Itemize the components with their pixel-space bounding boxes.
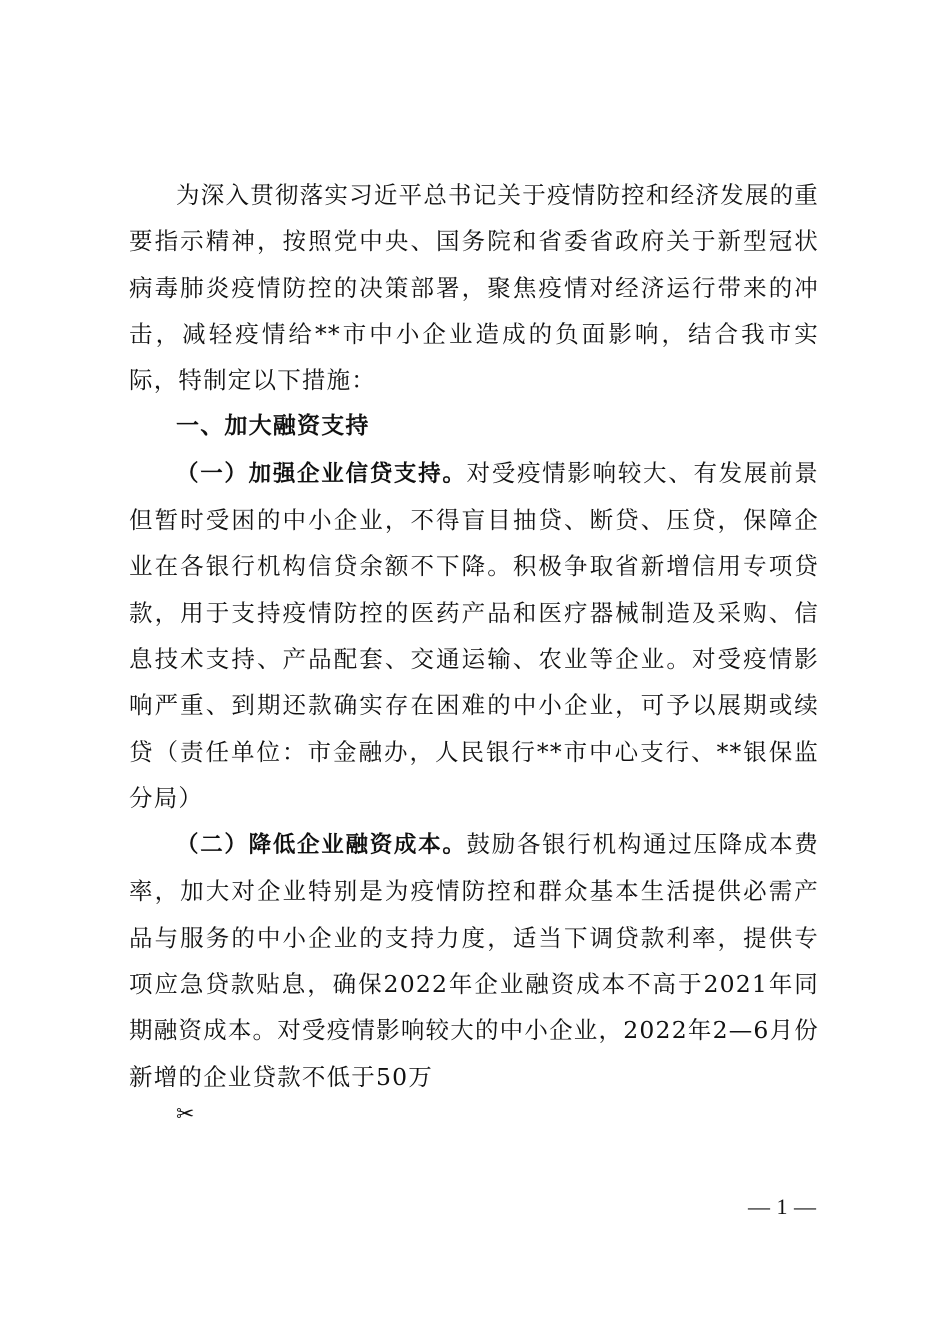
paragraph-item-1 [129, 450, 819, 821]
intro-paragraph: 为深入贯彻落实习近平总书记关于疫情防控和经济发展的重要指示精神，按照党中央、国务院和省委省政府关于新型冠状病毒肺炎疫情防控的决策部署，聚焦疫情对经济运行带来的冲击，减轻疫情给**市中小企业造成的负面影响，结合我市实际，特制定以下措施： [129, 181, 819, 395]
item-1-body: 对受疫情影响较大、有发展前景但暂时受困的中小企业，不得盲目抽贷、断贷、压贷，保障企业在各银行机构信贷余额不下降。积极争取省新增信用专项贷款，用于支持疫情防控的医药产品和医疗器械制造及采购、信息技术支持、产品配套、交通运输、农业等企业。对受疫情影响严重、到期还款确实存在困难的中小企业，可予以展期或续贷（责任单位：市金融办，人民银行**市中心支行、**银保监分局） [129, 458, 819, 812]
item-2-body: 鼓励各银行机构通过压降成本费率，加大对企业特别是为疫情防控和群众基本生活提供必需产品与服务的中小企业的支持力度，适当下调贷款利率，提供专项应急贷款贴息，确保2022年企业融资成本不高于2021年同期融资成本。对受疫情影响较大的中小企业，2022年2—6月份新增的企业贷款不低于50万 [129, 830, 819, 1091]
document-body [129, 172, 819, 1100]
section-heading: 一、加大融资支持 [176, 413, 370, 440]
item-1-title: （一）加强企业信贷支持。 [176, 460, 467, 487]
paragraph-item-2 [129, 821, 819, 1100]
scissors-icon: ✂ [176, 1102, 195, 1127]
page-number: — 1 — [748, 1194, 817, 1219]
item-2-title: （二）降低企业融资成本。 [176, 832, 467, 859]
